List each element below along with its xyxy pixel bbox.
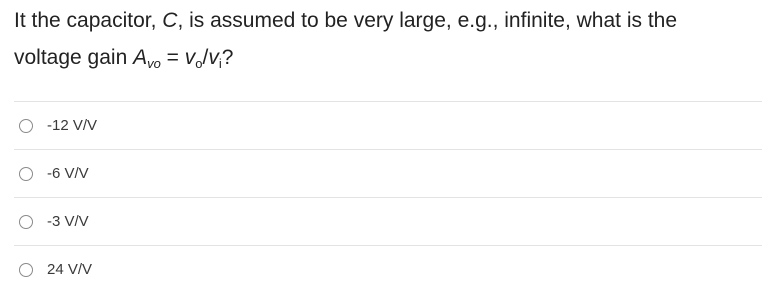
capacitor-symbol: C	[162, 9, 178, 32]
answer-option-label: -3 V/V	[47, 213, 89, 230]
slash: /	[202, 46, 209, 69]
question-text-part: voltage gain	[14, 46, 134, 69]
question-line-1	[14, 2, 754, 39]
gain-symbol: A	[133, 46, 148, 69]
radio-button-icon[interactable]	[19, 263, 33, 277]
question-line-2	[14, 39, 754, 76]
vi-symbol: v	[208, 46, 219, 69]
radio-button-icon[interactable]	[19, 215, 33, 229]
radio-button-icon[interactable]	[19, 119, 33, 133]
radio-button-icon[interactable]	[19, 167, 33, 181]
question-mark: ?	[221, 46, 234, 69]
equals-sign: =	[160, 46, 185, 69]
vi-subscript: i	[218, 56, 222, 71]
vo-subscript: o	[195, 56, 203, 71]
answer-option-label: 24 V/V	[47, 261, 93, 278]
vo-symbol: v	[184, 46, 196, 69]
answer-options	[14, 101, 762, 293]
answer-option-label: -6 V/V	[47, 165, 89, 182]
gain-subscript: vo	[147, 56, 161, 71]
answer-option-label: -12 V/V	[47, 117, 98, 134]
question-text	[14, 2, 754, 76]
answer-option-2[interactable]	[14, 149, 762, 197]
answer-option-1[interactable]	[14, 101, 762, 149]
answer-option-3[interactable]	[14, 197, 762, 245]
question-text-part: , is assumed to be very large, e.g., infinite, what is the	[177, 9, 678, 32]
question-text-part: It the capacitor,	[14, 9, 163, 32]
answer-option-4[interactable]	[14, 245, 762, 293]
